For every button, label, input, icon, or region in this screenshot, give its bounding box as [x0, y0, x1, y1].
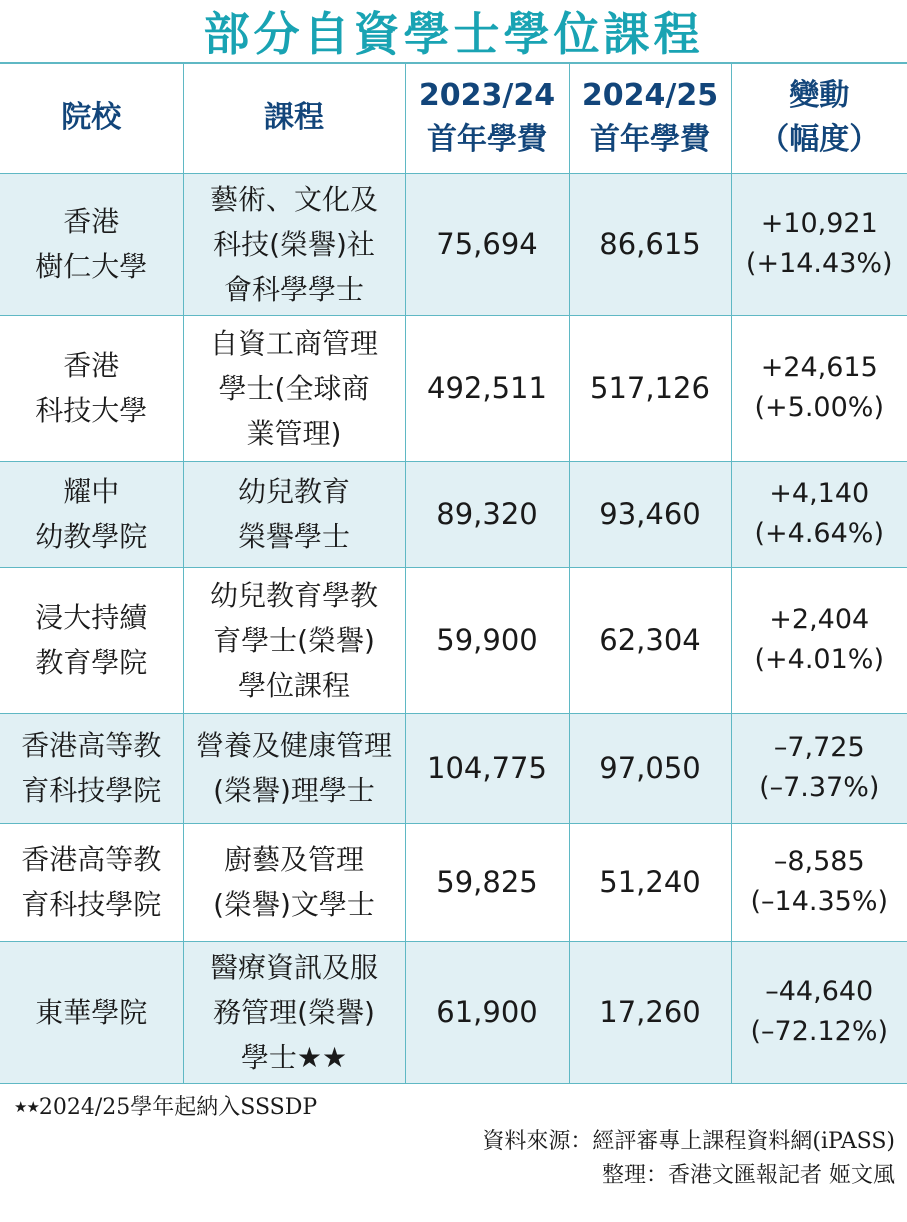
change-line: –44,640: [765, 976, 874, 1007]
school-cell: [0, 823, 183, 941]
footnote: [0, 1084, 907, 1125]
header-fee-2024-25-year: 2024/25: [581, 78, 719, 114]
school-cell: [0, 315, 183, 461]
change-line: (+4.01%): [754, 644, 884, 675]
course-cell: [183, 567, 405, 713]
course-cell: [183, 173, 405, 315]
change-cell: [731, 461, 907, 567]
table-row: [0, 567, 907, 713]
table-header-row: [0, 63, 907, 173]
course-line: 營養及健康管理: [195, 729, 392, 762]
change-line: +24,615: [760, 352, 878, 383]
course-line: 榮譽學士: [237, 520, 350, 553]
header-fee-2024-25: [569, 63, 731, 173]
change-cell: [731, 173, 907, 315]
change-line: +4,140: [769, 478, 870, 509]
course-line: 育學士(榮譽): [213, 623, 375, 657]
table-row: [0, 823, 907, 941]
course-line: 藝術、文化及: [209, 182, 378, 216]
course-cell: [183, 461, 405, 567]
school-line: 樹仁大學: [35, 250, 148, 283]
fee-2023-24-cell: 75,694: [405, 173, 569, 315]
footnote-text: 2024/25學年起納入SSSDP: [38, 1094, 318, 1120]
table-row: [0, 315, 907, 461]
course-line: 廚藝及管理: [223, 843, 364, 876]
school-line: 香港高等教: [21, 729, 162, 762]
change-line: (+14.43%): [745, 248, 893, 279]
change-line: (–72.12%): [750, 1016, 889, 1047]
fee-2024-25-cell: 51,240: [569, 823, 731, 941]
course-cell: [183, 315, 405, 461]
fee-table: [0, 62, 907, 1084]
school-line: 香港: [63, 205, 120, 238]
course-line: 學士(全球商: [218, 371, 370, 405]
course-cell: [183, 941, 405, 1083]
course-cell: [183, 823, 405, 941]
school-line: 幼教學院: [35, 520, 148, 553]
header-change-label: 變動: [789, 78, 850, 114]
change-cell: [731, 567, 907, 713]
change-line: (+4.64%): [754, 518, 884, 549]
header-change-sub: （幅度）: [759, 122, 880, 158]
change-cell: [731, 315, 907, 461]
school-line: 科技大學: [35, 394, 148, 427]
school-cell: [0, 173, 183, 315]
fee-2024-25-cell: 97,050: [569, 713, 731, 823]
fee-2024-25-cell: 62,304: [569, 567, 731, 713]
table-row: [0, 941, 907, 1083]
change-line: (–14.35%): [750, 886, 889, 917]
change-cell: [731, 941, 907, 1083]
fee-2023-24-cell: 59,900: [405, 567, 569, 713]
course-line: 科技(榮譽)社: [213, 227, 375, 261]
school-line: 耀中: [63, 475, 120, 508]
school-line: 教育學院: [35, 646, 148, 679]
change-line: +2,404: [769, 604, 870, 635]
fee-2024-25-cell: 517,126: [569, 315, 731, 461]
header-fee-2023-24-year: 2023/24: [418, 78, 556, 114]
course-line: 幼兒教育: [237, 475, 350, 508]
page-title: 部分自資學士學位課程: [203, 7, 704, 61]
change-line: –8,585: [773, 846, 865, 877]
fee-2023-24-cell: 89,320: [405, 461, 569, 567]
school-line: 育科技學院: [21, 888, 162, 921]
source-note: 資料來源：經評審專上課程資料網(iPASS): [482, 1128, 895, 1154]
school-line: 浸大持續: [35, 601, 148, 634]
course-line: 自資工商管理: [209, 326, 378, 360]
header-change: [731, 63, 907, 173]
change-line: –7,725: [773, 732, 865, 763]
editor-note: 整理：香港文匯報記者 姬文風: [602, 1162, 895, 1188]
course-cell: [183, 713, 405, 823]
fee-2023-24-cell: 104,775: [405, 713, 569, 823]
header-fee-2023-24-label: 首年學費: [427, 122, 547, 158]
course-line: (榮譽)理學士: [213, 774, 375, 807]
table-row: [0, 713, 907, 823]
change-line: (+5.00%): [754, 392, 884, 423]
school-cell: [0, 461, 183, 567]
footnote-stars: ★★: [14, 1097, 39, 1116]
notes: [0, 1084, 907, 1193]
fee-2024-25-cell: 17,260: [569, 941, 731, 1083]
header-course: 課程: [183, 63, 405, 173]
school-line: 育科技學院: [21, 774, 162, 807]
fee-2024-25-cell: 86,615: [569, 173, 731, 315]
fee-2023-24-cell: 59,825: [405, 823, 569, 941]
course-line: 醫療資訊及服: [209, 950, 378, 984]
course-line: 幼兒教育學教: [209, 578, 378, 612]
table-row: [0, 461, 907, 567]
school-cell: [0, 941, 183, 1083]
change-cell: [731, 823, 907, 941]
school-cell: [0, 567, 183, 713]
fee-2023-24-cell: 492,511: [405, 315, 569, 461]
fee-2023-24-cell: 61,900: [405, 941, 569, 1083]
fee-2024-25-cell: 93,460: [569, 461, 731, 567]
header-school: 院校: [61, 100, 122, 136]
course-line: 業管理): [246, 416, 342, 450]
school-line: 香港高等教: [21, 843, 162, 876]
course-line: 學士★★: [240, 1040, 348, 1074]
course-line: 學位課程: [237, 668, 350, 702]
header-fee-2024-25-label: 首年學費: [590, 122, 710, 158]
table-row: [0, 173, 907, 315]
school-line: 東華學院: [35, 995, 148, 1029]
course-line: 務管理(榮譽): [213, 995, 375, 1029]
course-line: (榮譽)文學士: [213, 888, 375, 921]
change-line: +10,921: [760, 208, 878, 239]
change-line: (–7.37%): [759, 772, 880, 803]
course-line: 會科學學士: [223, 272, 364, 306]
school-cell: [0, 713, 183, 823]
change-cell: [731, 713, 907, 823]
header-fee-2023-24: [405, 63, 569, 173]
school-line: 香港: [63, 349, 120, 382]
